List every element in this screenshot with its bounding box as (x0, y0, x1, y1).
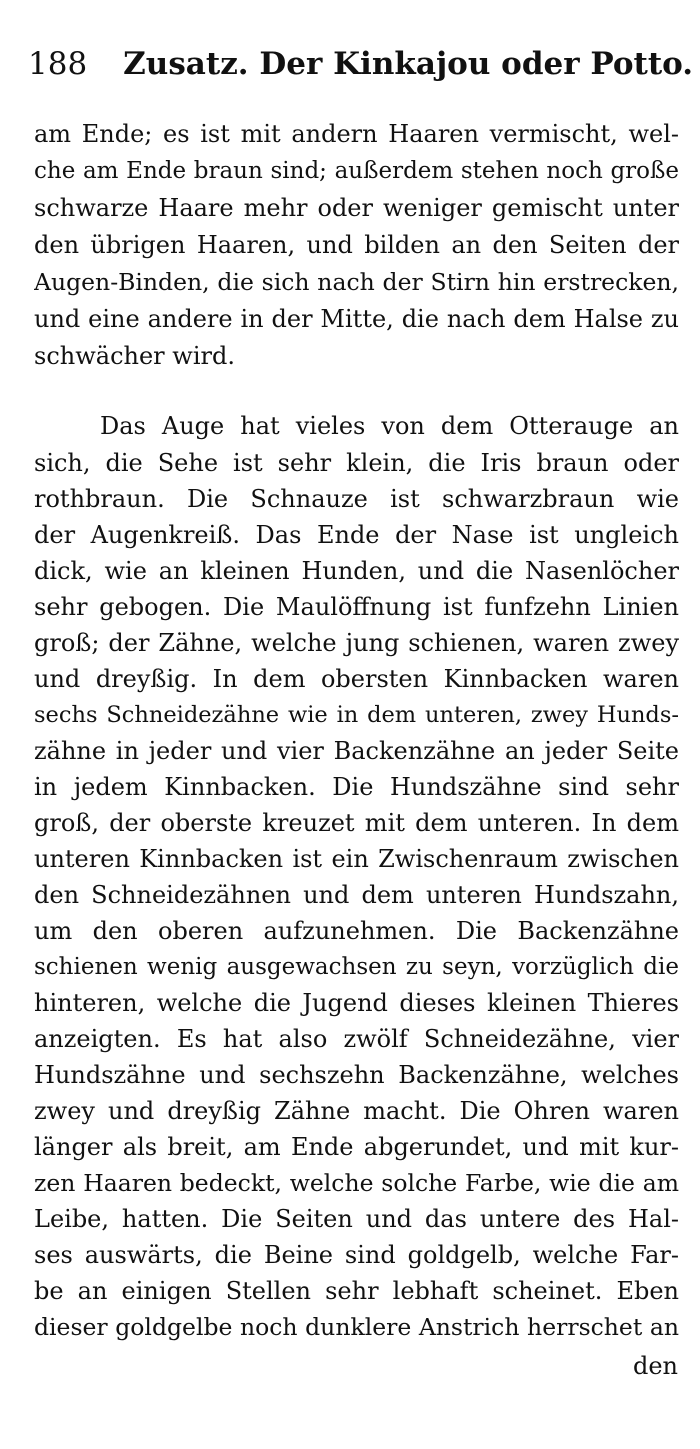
text-line: schwarze Haare mehr oder weniger gemischt unter (34, 194, 679, 222)
text-line: zähne in jeder und vier Backenzähne an jeder Seite (34, 737, 679, 765)
text-line: am Ende; es ist mit andern Haaren vermischt, wel- (34, 120, 679, 148)
running-title: Zusatz. Der Kinkajou oder Potto. (123, 46, 694, 82)
text-line: den Schneidezähnen und dem unteren Hundszahn, (34, 881, 679, 909)
text-line: und eine andere in der Mitte, die nach dem Halse zu (34, 305, 679, 333)
text-line: schwächer wird. (34, 342, 235, 370)
text-line: um den oberen aufzunehmen. Die Backenzähne (34, 917, 679, 945)
text-line: groß, der oberste kreuzet mit dem unteren. In dem (34, 809, 679, 837)
text-line: sehr gebogen. Die Maulöffnung ist funfzehn Linien (34, 593, 679, 621)
text-line: zen Haaren bedeckt, welche solche Farbe, wie die am (34, 1169, 679, 1197)
text-line: Hundszähne und sechszehn Backenzähne, welches (34, 1061, 679, 1089)
text-line: Augen-Binden, die sich nach der Stirn hin erstrecken, (34, 268, 679, 296)
text-line: dick, wie an kleinen Hunden, und die Nasenlöcher (34, 557, 679, 585)
text-line: zwey und dreyßig Zähne macht. Die Ohren waren (34, 1097, 679, 1125)
text-line: hinteren, welche die Jugend dieses kleinen Thieres (34, 989, 679, 1017)
text-line: Das Auge hat vieles von dem Otterauge an (100, 412, 679, 440)
text-line: rothbraun. Die Schnauze ist schwarzbraun wie (34, 485, 679, 513)
text-line: den übrigen Haaren, und bilden an den Seiten der (34, 231, 679, 259)
text-line: sich, die Sehe ist sehr klein, die Iris braun oder (34, 449, 679, 477)
catchword: den (632, 1352, 678, 1380)
text-line: che am Ende braun sind; außerdem stehen noch große (34, 158, 679, 184)
text-line: Leibe, hatten. Die Seiten und das untere des Hal- (34, 1205, 679, 1233)
text-line: dieser goldgelbe noch dunklere Anstrich herrschet an (34, 1313, 679, 1341)
text-line: ses auswärts, die Beine sind goldgelb, welche Far- (34, 1241, 679, 1269)
text-line: der Augenkreiß. Das Ende der Nase ist ungleich (34, 521, 679, 549)
text-line: und dreyßig. In dem obersten Kinnbacken waren (34, 665, 679, 693)
text-line: be an einigen Stellen sehr lebhaft scheinet. Eben (34, 1277, 679, 1305)
text-line: schienen wenig ausgewachsen zu seyn, vorzüglich die (34, 954, 679, 980)
text-line: unteren Kinnbacken ist ein Zwischenraum zwischen (34, 845, 679, 873)
running-header (28, 42, 694, 86)
text-line: in jedem Kinnbacken. Die Hundszähne sind sehr (34, 773, 679, 801)
page-number: 188 (28, 46, 88, 82)
text-line: länger als breit, am Ende abgerundet, und mit kur- (34, 1133, 679, 1161)
text-line: sechs Schneidezähne wie in dem unteren, zwey Hunds- (34, 702, 679, 728)
text-line: groß; der Zähne, welche jung schienen, waren zwey (34, 629, 679, 657)
text-line: anzeigten. Es hat also zwölf Schneidezähne, vier (34, 1025, 679, 1053)
